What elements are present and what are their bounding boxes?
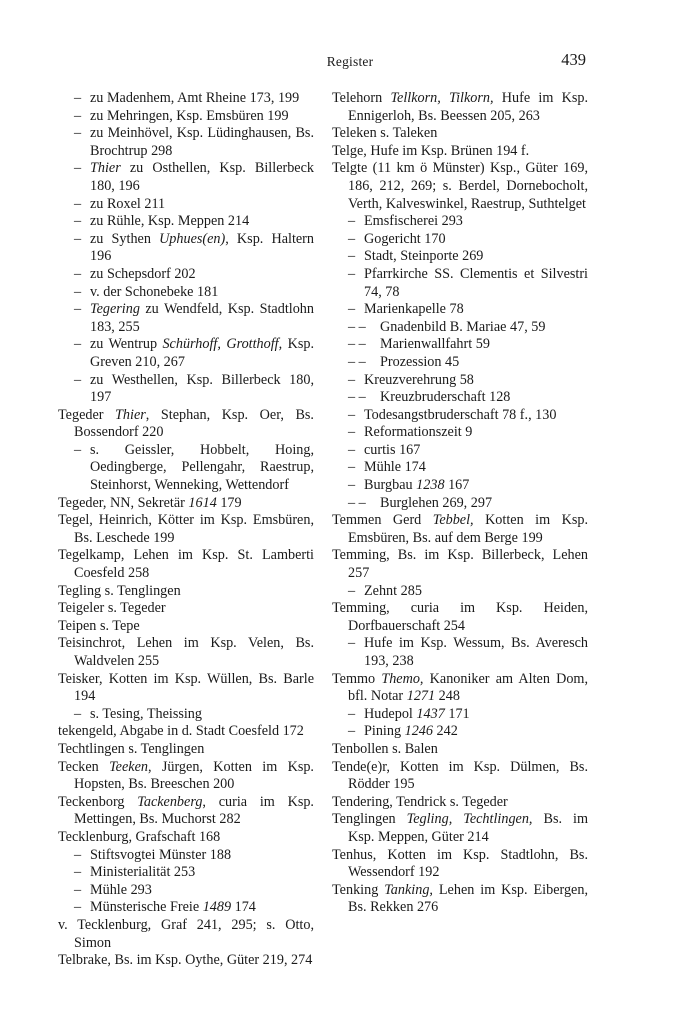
index-entry: [58, 671, 314, 706]
subentry-dash: –: [74, 705, 82, 722]
index-entry: [58, 618, 314, 636]
index-entry: [332, 90, 588, 125]
subentry-dash: –: [348, 301, 356, 318]
index-entry: [332, 847, 588, 882]
index-entry: [332, 882, 588, 917]
index-entry: [332, 125, 588, 143]
subentry-dash: –: [348, 441, 356, 458]
index-subentry: [332, 319, 588, 337]
entry-text: Lehen im Ksp. Eibergen, Bs. Rekken 276: [348, 881, 588, 916]
index-entry: [58, 407, 314, 442]
page-header: [0, 44, 700, 74]
subentry-dash: –: [74, 371, 82, 388]
italic-variant: Tegering: [90, 301, 140, 318]
index-subentry: [58, 864, 314, 882]
entry-text: Telehorn: [332, 90, 391, 106]
entry-text: Stadt, Steinporte 269: [364, 248, 484, 265]
index-subentry: [332, 248, 588, 266]
index-subentry: [58, 442, 314, 495]
index-entry: [58, 600, 314, 618]
entry-text: Pining: [364, 723, 405, 740]
index-entry: [332, 600, 588, 635]
entry-text: Bs. im Ksp. Meppen, Güter 214: [348, 811, 589, 845]
subentry-dash: –: [348, 265, 356, 282]
entry-text: v. Tecklenburg, Graf 241, 295; s. Otto, Simon: [58, 916, 314, 951]
entry-text: Telbrake, Bs. im Ksp. Oythe, Güter 219, 274: [58, 952, 313, 969]
italic-variant: 1437: [416, 705, 445, 722]
index-subentry: [58, 196, 314, 214]
entry-text: Telgte (11 km ö Münster) Ksp., Güter 169, 186, 212, 269; s. Berdel, Dornebocholt, Verth, Kalveswinkel, Raestrup, Suthtelget: [332, 160, 588, 212]
subentry-dash: –: [348, 406, 356, 423]
entry-text: Kanoniker am Alten Dom, bfl. Notar: [348, 670, 589, 705]
index-entry: [58, 794, 314, 829]
entry-text: Kreuzverehrung 58: [364, 371, 474, 388]
entry-text: v. der Schonebeke 181: [90, 283, 219, 300]
italic-variant: Tegling, Techtlingen,: [406, 811, 533, 828]
entry-text: Gnadenbild B. Mariae 47, 59: [380, 318, 546, 335]
subentry-dash: –: [74, 213, 82, 230]
entry-text: Techtlingen s. Tenglingen: [58, 740, 205, 757]
subentry-dash: –: [74, 90, 82, 106]
index-subentry: [58, 284, 314, 302]
index-subentry: [58, 336, 314, 371]
index-subentry: [58, 160, 314, 195]
subentry-dash: –: [74, 899, 82, 916]
subentry-dash: –: [74, 107, 82, 124]
entry-text: Teipen s. Tepe: [58, 617, 140, 634]
entry-text: Tecken: [58, 758, 110, 775]
index-subentry: [332, 477, 588, 495]
index-entry: [58, 583, 314, 601]
index-entry: [332, 512, 588, 547]
entry-text: Tenking: [332, 881, 385, 898]
entry-text: Hudepol: [364, 705, 417, 722]
index-subentry: [58, 372, 314, 407]
entry-text: Tenbollen s. Balen: [332, 740, 438, 757]
subentry-dash: –: [74, 265, 82, 282]
entry-text: zu Wendfeld, Ksp. Stadtlohn 183, 255: [90, 301, 314, 335]
index-subentry: [58, 125, 314, 160]
index-entry: [332, 160, 588, 213]
entry-text: Teigeler s. Tegeder: [58, 600, 166, 617]
entry-text: Tegeder: [58, 406, 116, 423]
subentry-dash: –: [74, 195, 82, 212]
subentry-dash: –: [74, 125, 82, 142]
entry-text: Tegel, Heinrich, Kötter im Ksp. Emsbüren, Bs. Leschede 199: [58, 512, 314, 546]
entry-text: , curia im Ksp. Mettingen, Bs. Muchorst 282: [74, 793, 314, 828]
index-column-right: [332, 90, 588, 917]
index-entry: [58, 829, 314, 847]
entry-text: zu Mehringen, Ksp. Emsbüren 199: [90, 107, 289, 124]
entry-text: zu Madenhem, Amt Rheine 173, 199: [90, 90, 300, 106]
subentry-dash: –: [348, 213, 356, 230]
entry-text: Burglehen 269, 297: [380, 494, 493, 511]
entry-text: Pfarrkirche SS. Clementis et Silvestri 74, 78: [364, 265, 588, 300]
index-entry: [332, 671, 588, 706]
entry-text: Teckenborg: [58, 793, 138, 810]
entry-text: zu Westhellen, Ksp. Billerbeck 180, 197: [90, 371, 314, 406]
index-subentry: [332, 354, 588, 372]
entry-text: Teleken s. Taleken: [332, 125, 438, 142]
entry-text: Temming, curia im Ksp. Heiden, Dorfbauerschaft 254: [332, 600, 588, 634]
entry-text: Ministerialität 253: [90, 864, 196, 881]
entry-text: Ksp. Greven 210, 267: [90, 336, 314, 370]
italic-variant: 1614: [188, 494, 217, 511]
index-subentry: [58, 847, 314, 865]
index-subentry: [332, 301, 588, 319]
entry-text: Marienkapelle 78: [364, 301, 464, 318]
entry-text: 171: [444, 705, 470, 722]
index-column-left: [58, 90, 314, 970]
index-subentry: [332, 583, 588, 601]
index-subentry: [58, 899, 314, 917]
index-entry: [332, 547, 588, 582]
entry-text: Emsfischerei 293: [364, 213, 463, 230]
index-subentry: [332, 336, 588, 354]
subentry-dash: –: [348, 635, 356, 652]
subentry-dash: –: [74, 846, 82, 863]
entry-text: Mühle 293: [90, 881, 152, 898]
index-entry: [332, 794, 588, 812]
entry-text: Tegelkamp, Lehen im Ksp. St. Lamberti Coesfeld 258: [58, 547, 314, 582]
entry-text: Temming, Bs. im Ksp. Billerbeck, Lehen 257: [332, 547, 588, 582]
entry-text: s. Geissler, Hobbelt, Hoing, Oedingberge, Pellengahr, Raestrup, Steinhorst, Wenneking, Wettendorf: [90, 441, 314, 494]
index-subentry: [58, 90, 314, 108]
entry-text: Telge, Hufe im Ksp. Brünen 194 f.: [332, 142, 530, 159]
italic-variant: Tellkorn, Tilkorn,: [390, 90, 494, 106]
running-title: Register: [326, 54, 374, 69]
entry-text: 174: [231, 899, 256, 916]
index-entry: [332, 759, 588, 794]
italic-variant: Themo,: [381, 670, 424, 687]
subentry-dash: –: [348, 705, 356, 722]
entry-text: Kotten im Ksp. Emsbüren, Bs. auf dem Berge 199: [348, 512, 588, 546]
italic-variant: Tackenberg: [137, 793, 203, 810]
subentry-dash: –: [348, 248, 356, 265]
entry-text: 242: [432, 723, 458, 740]
subentry-dash: –: [74, 160, 82, 177]
index-subentry: [58, 301, 314, 336]
entry-text: Teisker, Kotten im Ksp. Wüllen, Bs. Barle 194: [58, 670, 314, 705]
subentry-dash: –: [74, 301, 82, 318]
entry-text: Marienwallfahrt 59: [380, 336, 490, 353]
subentry-dash: – –: [348, 318, 366, 335]
entry-text: tekengeld, Abgabe in d. Stadt Coesfeld 172: [58, 723, 304, 740]
subentry-dash: –: [348, 424, 356, 441]
entry-text: Gogericht 170: [364, 230, 446, 247]
index-entry: [58, 547, 314, 582]
entry-text: Hufe im Ksp. Wessum, Bs. Averesch 193, 238: [364, 635, 588, 669]
entry-text: Stiftsvogtei Münster 188: [90, 846, 232, 863]
index-subentry: [332, 723, 588, 741]
subentry-dash: – –: [348, 494, 366, 511]
index-subentry: [58, 882, 314, 900]
index-subentry: [332, 424, 588, 442]
index-subentry: [332, 407, 588, 425]
entry-text: Prozession 45: [380, 353, 460, 370]
entry-text: Temmo: [332, 670, 382, 687]
italic-variant: 1238: [416, 477, 445, 494]
entry-text: 179: [216, 494, 242, 511]
index-entry: [58, 759, 314, 794]
entry-text: Todesangstbruderschaft 78 f., 130: [364, 406, 557, 423]
subentry-dash: –: [348, 371, 356, 388]
italic-variant: Uphues(en): [159, 230, 226, 247]
index-subentry: [332, 459, 588, 477]
subentry-dash: –: [74, 336, 82, 353]
entry-text: , Stephan, Ksp. Oer, Bs. Bossendorf 220: [74, 406, 314, 441]
entry-text: , Jürgen, Kotten im Ksp. Hopsten, Bs. Breeschen 200: [74, 758, 314, 793]
entry-text: Tenglingen: [332, 811, 407, 828]
entry-text: Tegeder, NN, Sekretär: [58, 494, 189, 511]
italic-variant: Thier: [115, 406, 146, 423]
entry-text: zu Wentrup: [90, 336, 163, 353]
entry-text: Temmen Gerd: [332, 512, 433, 529]
italic-variant: Thier: [90, 160, 121, 177]
subentry-dash: –: [74, 864, 82, 881]
entry-text: Teisinchrot, Lehen im Ksp. Velen, Bs. Waldvelen 255: [58, 635, 314, 669]
subentry-dash: – –: [348, 336, 366, 353]
index-subentry: [332, 495, 588, 513]
italic-variant: Tanking,: [384, 881, 433, 898]
index-subentry: [332, 372, 588, 390]
subentry-dash: –: [348, 723, 356, 740]
index-entry: [58, 723, 314, 741]
entry-text: Tendering, Tendrick s. Tegeder: [332, 793, 508, 810]
entry-text: Burgbau: [364, 477, 417, 494]
entry-text: Münsterische Freie: [90, 899, 203, 916]
index-subentry: [332, 213, 588, 231]
subentry-dash: – –: [348, 353, 366, 370]
index-entry: [58, 917, 314, 952]
index-subentry: [332, 266, 588, 301]
entry-text: 167: [444, 477, 470, 494]
entry-text: s. Tesing, Theissing: [90, 705, 202, 722]
index-entry: [58, 512, 314, 547]
italic-variant: 1489: [202, 899, 232, 916]
entry-text: , Ksp. Haltern 196: [90, 230, 314, 265]
entry-text: zu Rühle, Ksp. Meppen 214: [90, 213, 250, 230]
subentry-dash: –: [348, 459, 356, 476]
entry-text: Tende(e)r, Kotten im Ksp. Dülmen, Bs. Rödder 195: [332, 758, 588, 793]
index-subentry: [332, 442, 588, 460]
index-subentry: [332, 389, 588, 407]
entry-text: Kreuzbruderschaft 128: [380, 389, 511, 406]
subentry-dash: –: [348, 230, 356, 247]
entry-text: zu Osthellen, Ksp. Billerbeck 180, 196: [90, 160, 314, 194]
index-subentry: [58, 108, 314, 126]
index-subentry: [58, 706, 314, 724]
entry-text: Reformationszeit 9: [364, 424, 473, 441]
index-entry: [58, 495, 314, 513]
index-entry: [58, 952, 314, 970]
entry-text: 248: [435, 688, 460, 705]
subentry-dash: –: [348, 582, 356, 599]
italic-variant: Schürhoff, Grotthoff,: [162, 336, 283, 353]
entry-text: Zehnt 285: [364, 582, 422, 599]
entry-text: Tecklenburg, Grafschaft 168: [58, 828, 221, 845]
entry-text: Tenhus, Kotten im Ksp. Stadtlohn, Bs. Wessendorf 192: [332, 846, 588, 881]
entry-text: zu Roxel 211: [90, 195, 166, 212]
subentry-dash: –: [74, 230, 82, 247]
entry-text: zu Meinhövel, Ksp. Lüdinghausen, Bs. Brochtrup 298: [90, 125, 314, 159]
subentry-dash: –: [74, 441, 82, 458]
italic-variant: Teeken: [109, 758, 148, 775]
subentry-dash: – –: [348, 389, 366, 406]
index-entry: [332, 741, 588, 759]
entry-text: Hufe im Ksp. Ennigerloh, Bs. Beessen 205, 263: [348, 90, 589, 124]
italic-variant: 1271: [406, 688, 436, 705]
page-number: 439: [561, 50, 586, 69]
index-entry: [58, 635, 314, 670]
index-entry: [58, 741, 314, 759]
entry-text: Mühle 174: [364, 459, 426, 476]
entry-text: Tegling s. Tenglingen: [58, 582, 181, 599]
index-subentry: [332, 706, 588, 724]
index-subentry: [332, 231, 588, 249]
subentry-dash: –: [348, 477, 356, 494]
index-entry: [332, 811, 588, 846]
index-subentry: [58, 213, 314, 231]
index-subentry: [332, 635, 588, 670]
index-entry: [332, 143, 588, 161]
entry-text: zu Sythen: [90, 230, 160, 247]
subentry-dash: –: [74, 283, 82, 300]
italic-variant: 1246: [404, 723, 433, 740]
subentry-dash: –: [74, 881, 82, 898]
entry-text: zu Schepsdorf 202: [90, 265, 196, 282]
index-subentry: [58, 266, 314, 284]
italic-variant: Tebbel,: [432, 512, 474, 529]
entry-text: curtis 167: [364, 441, 421, 458]
index-subentry: [58, 231, 314, 266]
